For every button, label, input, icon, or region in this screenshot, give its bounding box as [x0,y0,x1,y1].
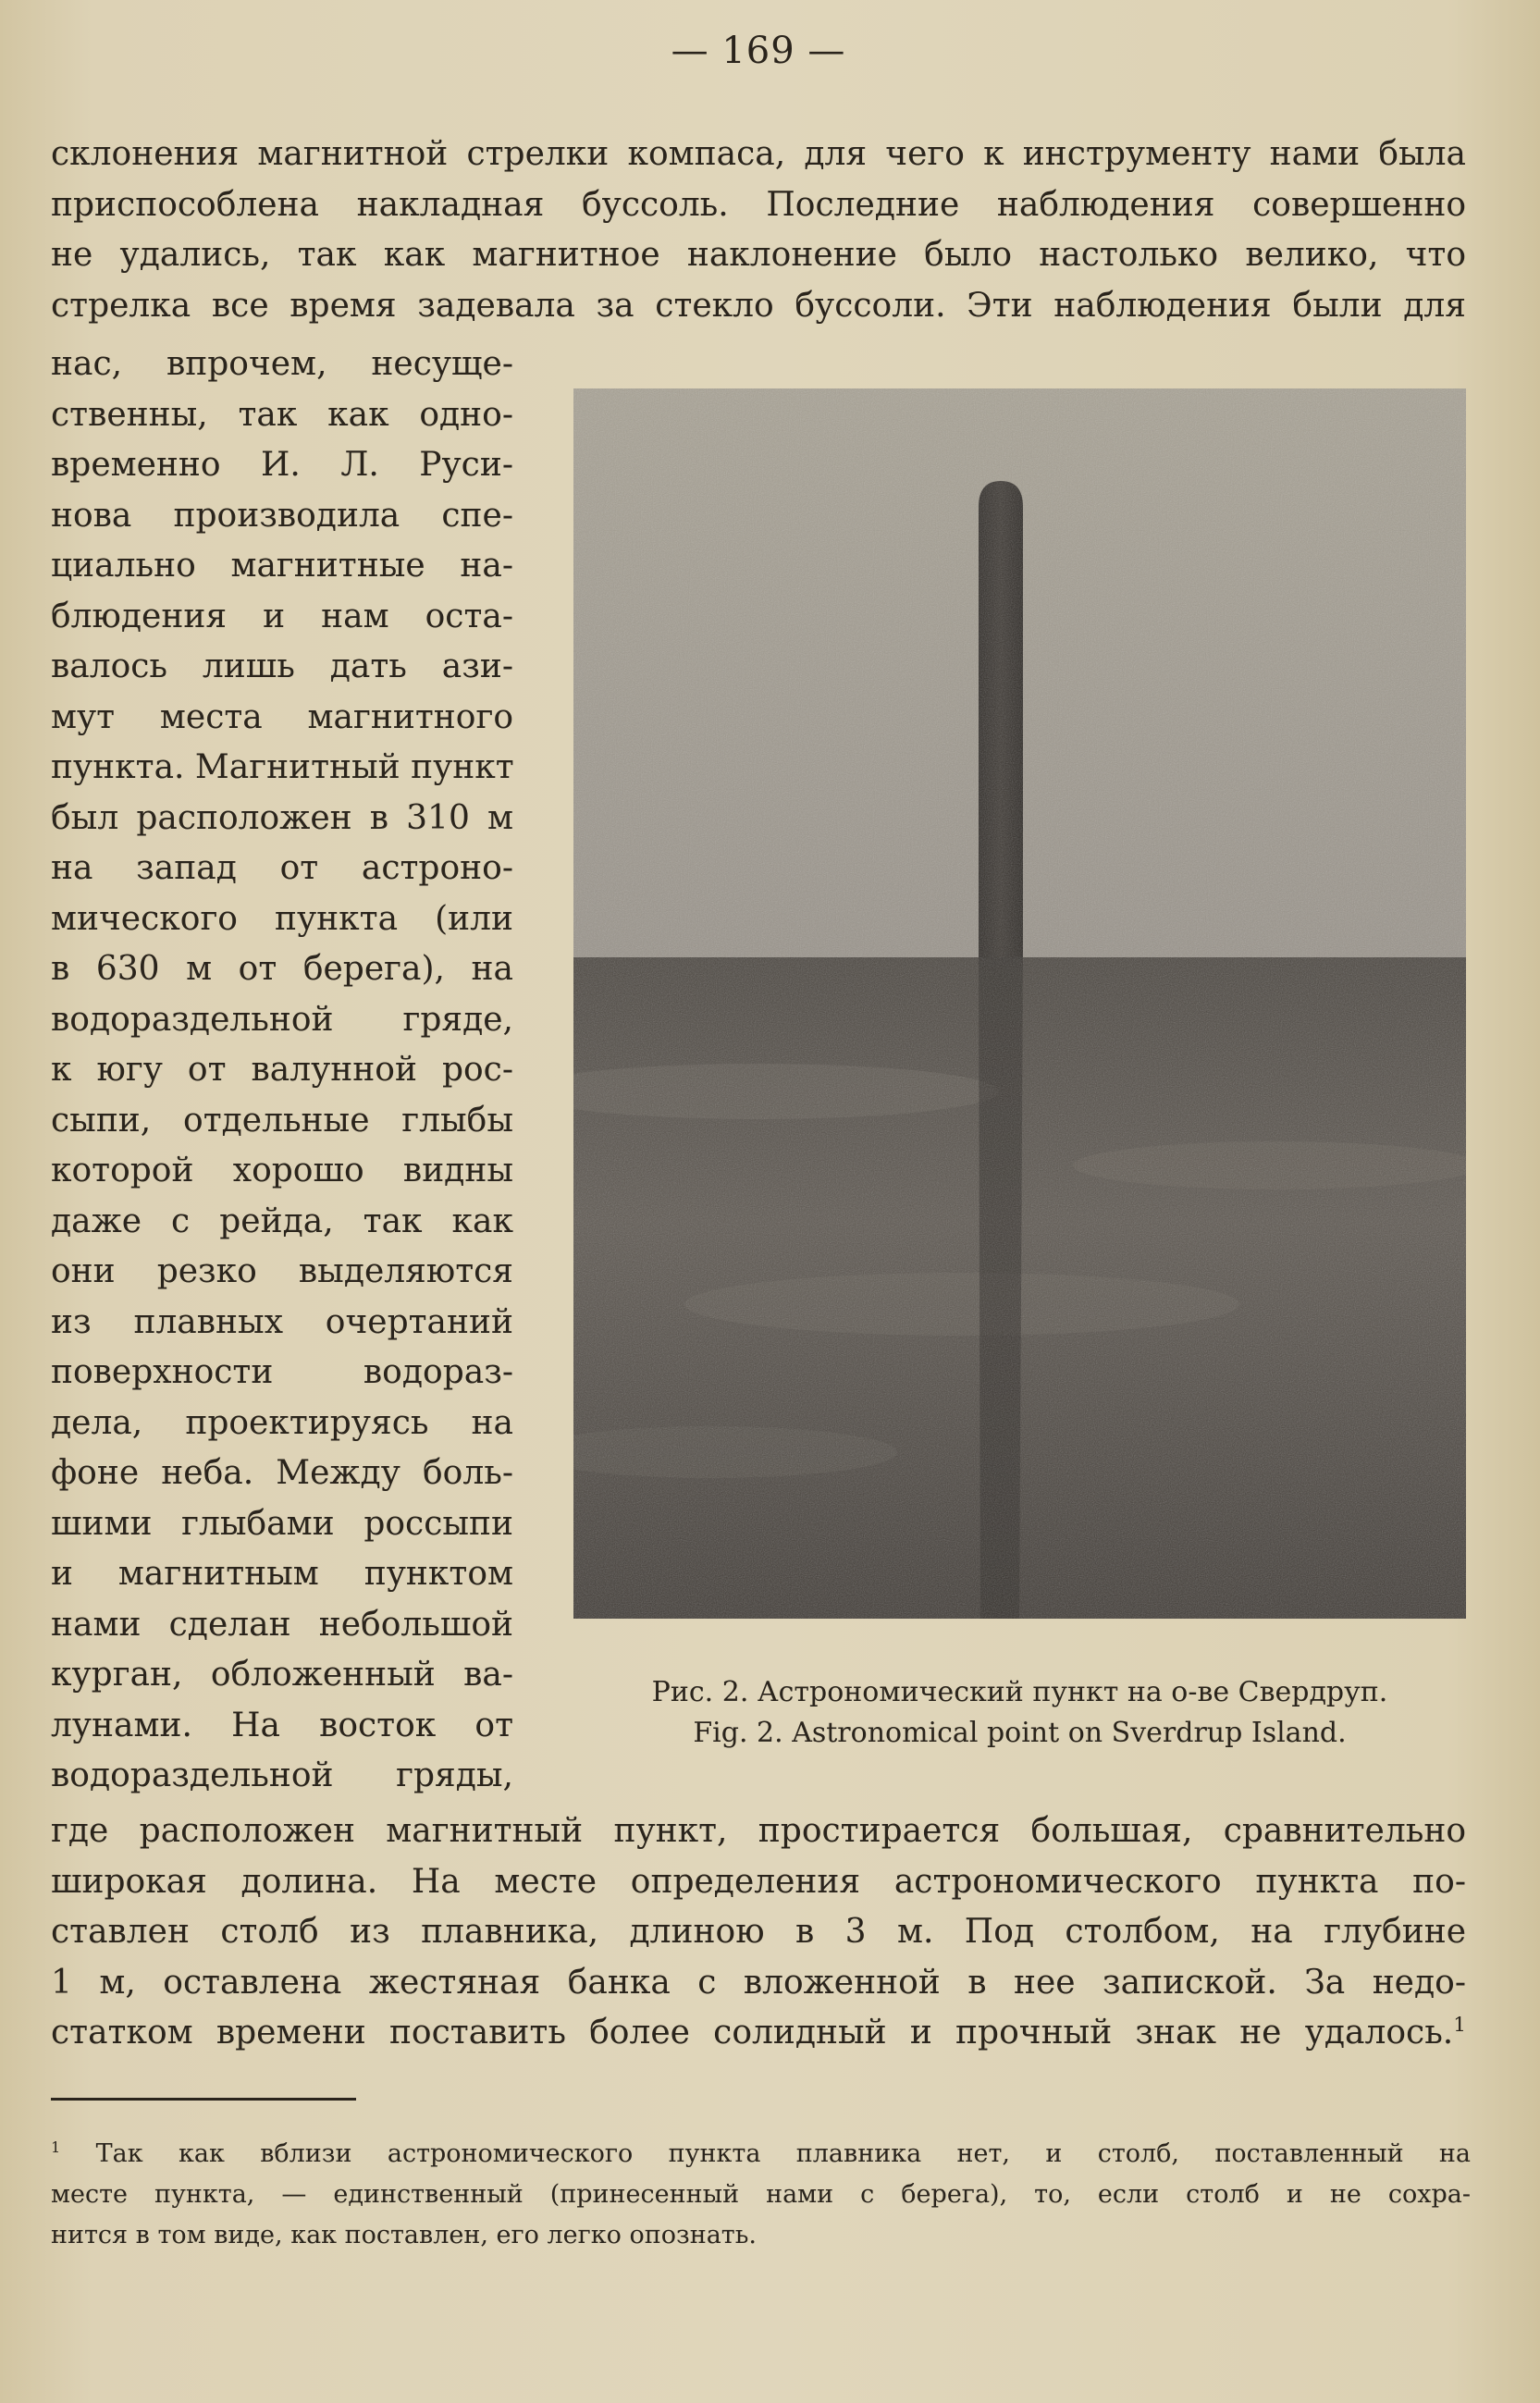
footnote [51,2134,1471,2256]
wrapped-text-column [51,339,513,1802]
text-line: нас, впрочем, несуще- [51,345,513,383]
text-line: на запад от астроно- [51,849,513,887]
text-line: курган, обложенный ва- [51,1656,513,1694]
figure-photo [573,388,1466,1619]
text-line: широкая долина. На месте определения астрономического пункта по- [51,1862,1466,1901]
footnote-text: Так как вблизи астрономического пункта плавника нет, и столб, поставленный на [95,2139,1471,2168]
text-line: не удались, так как магнитное наклонение было настолько велико, что [51,236,1466,274]
text-line: шими глыбами россыпи [51,1504,513,1543]
text-line: к югу от валунной рос- [51,1051,513,1089]
text-line: ставлен столб из плавника, длиною в 3 м. Под столбом, на глубине [51,1913,1466,1951]
text-line: временно И. Л. Руси- [51,446,513,484]
footnote-marker: 1 [51,2138,61,2156]
text-line: валось лишь дать ази- [51,647,513,685]
text-line: циально магнитные на- [51,547,513,585]
text-line: из плавных очертаний [51,1302,513,1341]
text-line: водораздельной гряде, [51,1000,513,1039]
text-line: даже с рейда, так как [51,1202,513,1240]
text-line: и магнитным пунктом [51,1555,513,1593]
text-line: мического пункта (или [51,899,513,938]
top-paragraph [51,129,1466,331]
text-line: где расположен магнитный пункт, простирается большая, сравнительно [51,1812,1466,1850]
page-number: — 169 — [671,30,846,72]
figure-caption-russian: Рис. 2. Астрономический пункт на о-ве Свердруп. [651,1676,1388,1708]
footnote-line [51,2134,1471,2175]
text-line: 1 м, оставлена жестяная банка с вложенной в нее запиской. За недо- [51,1963,1466,2002]
text-line: склонения магнитной стрелки компаса, для чего к инструменту нами была [51,135,1466,173]
footnote-reference[interactable]: 1 [1453,2014,1466,2037]
figure-caption-english: Fig. 2. Astronomical point on Sverdrup Island. [693,1717,1347,1749]
text-line: пункта. Магнитный пункт [51,748,514,786]
text-line: поверхности водораз- [51,1353,513,1391]
last-line-text: статком времени поставить более солидный и прочный знак не удалось. [51,2014,1454,2052]
text-line: водораздельной гряды, [51,1756,513,1794]
text-line: фоне неба. Между боль- [51,1454,513,1492]
text-line: стрелка все время задевала за стекло буссоли. Эти наблюдения были для [51,286,1466,325]
footnote-line: нится в том виде, как поставлен, его легко опознать. [51,2221,758,2249]
text-line: дела, проектируясь на [51,1403,513,1442]
text-line: лунами. На восток от [51,1706,513,1744]
text-line: блюдения и нам оста- [51,597,513,635]
pole-photograph [573,388,1466,1619]
text-line: приспособлена накладная буссоль. Последние наблюдения совершенно [51,185,1466,224]
footnote-line: месте пункта, — единственный (принесенный нами с берега), то, если столб и не сохра- [51,2180,1471,2209]
text-line: они резко выделяются [51,1252,513,1290]
text-line: сыпи, отдельные глыбы [51,1101,513,1140]
bottom-paragraph [51,1806,1466,2059]
text-line: нами сделан небольшой [51,1605,513,1644]
text-line: ственны, так как одно- [51,395,513,434]
text-line: в 630 м от берега), на [51,950,513,988]
text-line [51,2008,1466,2059]
text-line: мут места магнитного [51,697,513,736]
text-line: был расположен в 310 м [51,798,513,837]
footnote-separator [51,2098,356,2101]
text-line: которой хорошо видны [51,1152,513,1189]
text-line: нова производила спе- [51,496,513,535]
